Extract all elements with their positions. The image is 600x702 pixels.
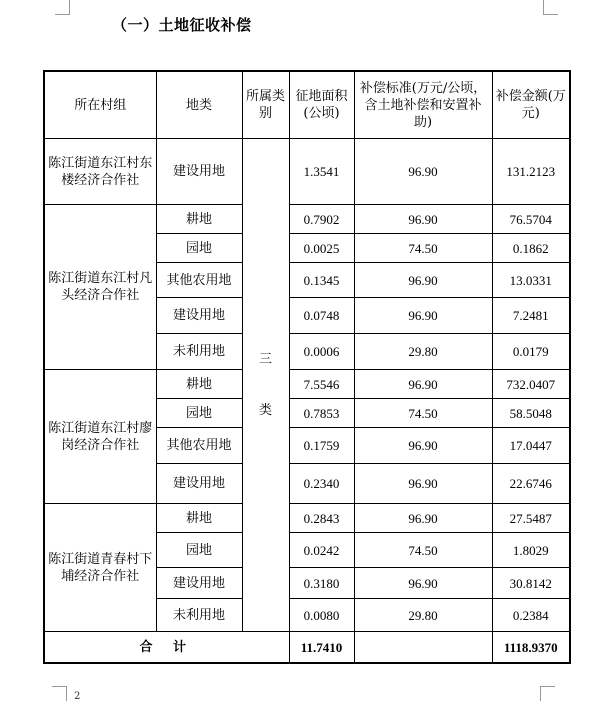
area-cell: 0.7902 (289, 205, 354, 234)
amount-cell: 27.5487 (492, 504, 570, 533)
area-cell: 7.5546 (289, 370, 354, 399)
area-cell: 0.3180 (289, 568, 354, 599)
land-type-cell: 未利用地 (156, 334, 242, 370)
table-row (44, 139, 570, 205)
amount-cell: 732.0407 (492, 370, 570, 399)
total-row (44, 632, 570, 664)
land-type-cell: 耕地 (156, 205, 242, 234)
header-amount: 补偿金额(万元) (492, 71, 570, 139)
amount-cell: 1.8029 (492, 533, 570, 568)
land-type-cell: 其他农用地 (156, 428, 242, 464)
standard-cell: 96.90 (354, 504, 492, 533)
header-land-type: 地类 (156, 71, 242, 139)
land-type-cell: 建设用地 (156, 298, 242, 334)
land-type-cell: 未利用地 (156, 599, 242, 632)
land-type-cell: 建设用地 (156, 139, 242, 205)
amount-cell: 0.0179 (492, 334, 570, 370)
standard-cell: 29.80 (354, 334, 492, 370)
land-type-cell: 园地 (156, 234, 242, 263)
area-cell: 0.0748 (289, 298, 354, 334)
table-body (44, 139, 570, 664)
land-type-cell: 园地 (156, 533, 242, 568)
land-type-cell: 耕地 (156, 504, 242, 533)
area-cell: 0.7853 (289, 399, 354, 428)
land-type-cell: 建设用地 (156, 464, 242, 504)
village-cell: 陈江街道东江村廖岗经济合作社 (44, 370, 156, 504)
amount-cell: 76.5704 (492, 205, 570, 234)
village-cell: 陈江街道青春村下埔经济合作社 (44, 504, 156, 632)
standard-cell: 74.50 (354, 234, 492, 263)
area-cell: 0.2843 (289, 504, 354, 533)
land-type-cell: 耕地 (156, 370, 242, 399)
amount-cell: 30.8142 (492, 568, 570, 599)
standard-cell: 96.90 (354, 263, 492, 298)
crop-mark-bottom-right (540, 686, 555, 701)
land-type-cell: 建设用地 (156, 568, 242, 599)
standard-cell: 96.90 (354, 298, 492, 334)
area-cell: 0.1345 (289, 263, 354, 298)
total-area: 11.7410 (289, 632, 354, 664)
standard-cell: 96.90 (354, 205, 492, 234)
area-cell: 1.3541 (289, 139, 354, 205)
compensation-table (43, 70, 571, 664)
total-amount: 1118.9370 (492, 632, 570, 664)
header-standard: 补偿标准(万元/公顷，含土地补偿和安置补助) (354, 71, 492, 139)
category-char: 类 (258, 403, 272, 418)
amount-cell: 0.1862 (492, 234, 570, 263)
land-type-cell: 其他农用地 (156, 263, 242, 298)
crop-mark-bottom-left (52, 686, 67, 701)
amount-cell: 22.6746 (492, 464, 570, 504)
standard-cell: 96.90 (354, 428, 492, 464)
amount-cell: 17.0447 (492, 428, 570, 464)
area-cell: 0.0080 (289, 599, 354, 632)
amount-cell: 0.2384 (492, 599, 570, 632)
table-row (44, 370, 570, 399)
table-row (44, 504, 570, 533)
standard-cell: 29.80 (354, 599, 492, 632)
table-row (44, 205, 570, 234)
area-cell: 0.0025 (289, 234, 354, 263)
standard-cell: 96.90 (354, 370, 492, 399)
category-cell (242, 139, 289, 632)
amount-cell: 13.0331 (492, 263, 570, 298)
category-char: 三 (258, 352, 272, 367)
amount-cell: 131.2123 (492, 139, 570, 205)
header-category: 所属类别 (242, 71, 289, 139)
table-header-row (44, 71, 570, 139)
area-cell: 0.2340 (289, 464, 354, 504)
section-title: （一）土地征收补偿 (112, 16, 252, 34)
amount-cell: 7.2481 (492, 298, 570, 334)
standard-cell: 96.90 (354, 139, 492, 205)
header-area: 征地面积(公顷) (289, 71, 354, 139)
header-village: 所在村组 (44, 71, 156, 139)
village-cell: 陈江街道东江村东楼经济合作社 (44, 139, 156, 205)
area-cell: 0.1759 (289, 428, 354, 464)
standard-cell: 96.90 (354, 568, 492, 599)
standard-cell: 74.50 (354, 399, 492, 428)
standard-cell: 74.50 (354, 533, 492, 568)
amount-cell: 58.5048 (492, 399, 570, 428)
crop-mark-top-left (55, 0, 70, 15)
area-cell: 0.0242 (289, 533, 354, 568)
total-label: 合 计 (44, 632, 289, 664)
total-standard-empty (354, 632, 492, 664)
land-type-cell: 园地 (156, 399, 242, 428)
standard-cell: 96.90 (354, 464, 492, 504)
page-number: 2 (74, 691, 81, 702)
crop-mark-top-right (543, 0, 558, 15)
village-cell: 陈江街道东江村凡头经济合作社 (44, 205, 156, 370)
area-cell: 0.0006 (289, 334, 354, 370)
